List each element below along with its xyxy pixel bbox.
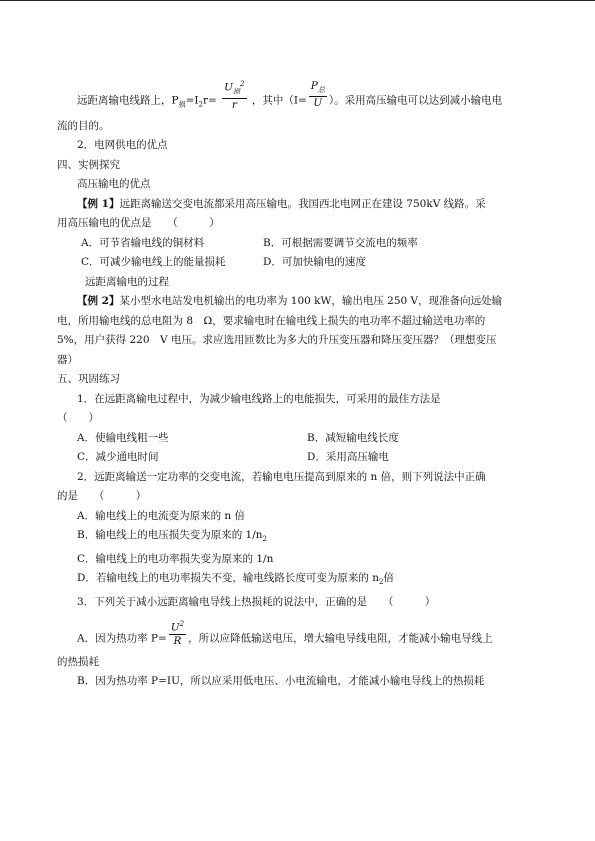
subscript: 损	[178, 100, 186, 109]
option-b	[57, 526, 543, 550]
text: ，其中（I=	[251, 94, 307, 107]
text: =I	[185, 94, 199, 107]
example-tag: 【例 1】	[77, 197, 120, 210]
text: ，所以应降低输送电压，增大输电导线电阻，才能减小输电导线上	[188, 632, 493, 645]
option-row	[57, 253, 543, 273]
example-2-line	[57, 292, 543, 312]
question-1: 1．在远距离输电过程中，为减少输电线路上的电能损失，可采用的最佳方法是	[77, 392, 441, 405]
option-row	[57, 448, 543, 468]
subscript: 损	[233, 87, 241, 96]
text: D．若输电线上的电功率损失不变，输电线路长度可变为原来的 n	[77, 572, 380, 585]
text: U	[224, 81, 234, 94]
paragraph-line: 的是 （ ）	[57, 490, 147, 503]
section-item: 2．电网供电的优点	[77, 139, 168, 152]
option-c: C．输电线上的电功率损失变为原来的 1/n	[77, 552, 274, 565]
superscript: 2	[179, 620, 185, 629]
option-b: B．因为热功率 P=IU，所以应采用低电压、小电流输电，才能减小输电导线上的热损耗	[77, 675, 485, 688]
text: 某小型水电站发电机输出的电功率为 100 kW，输出电压 250 V，现准备向远处输	[119, 295, 503, 308]
option-row	[57, 429, 543, 449]
example-1-line	[57, 195, 543, 215]
option-c: C．减少通电时间	[77, 451, 159, 464]
paragraph-line: 流的目的。	[57, 119, 110, 132]
option-c: C．可减少输电线上的能量损耗	[81, 256, 226, 269]
text: A．因为热功率 P=	[77, 632, 167, 645]
fraction-u-squared-over-r	[169, 618, 186, 647]
section-heading: 四、实例探究	[57, 158, 120, 171]
option-b: B．减短输电线长度	[307, 431, 399, 444]
option-a	[57, 620, 543, 653]
superscript: 2	[240, 80, 245, 88]
subscript: 2	[262, 535, 268, 544]
subsection-heading: 高压输电的优点	[77, 178, 151, 191]
page-top-rule	[0, 0, 595, 1]
subscript: 总	[317, 85, 325, 94]
option-d: D．采用高压输电	[307, 451, 389, 464]
text: r=	[203, 94, 217, 107]
option-a: A．使输电线粗一些	[77, 431, 169, 444]
document-page	[57, 78, 543, 692]
option-a: A．输电线上的电流变为原来的 n 倍	[77, 509, 246, 522]
question-3: 3．下列关于减小远距离输电导线上热损耗的说法中，正确的是 （ ）	[77, 595, 436, 608]
text: 倍	[383, 572, 394, 585]
section-heading: 五、巩固练习	[57, 373, 120, 386]
paragraph-line: 器）	[57, 353, 78, 366]
paragraph-line: 用高压输电的优点是 （ ）	[57, 217, 220, 230]
option-b: B．可根据需要调节交流电的频率	[263, 236, 418, 249]
paragraph-line: （ ）	[57, 412, 99, 425]
fraction-p-total-over-u	[309, 80, 327, 109]
option-row	[57, 234, 543, 254]
paragraph-line: 的热损耗	[57, 655, 99, 668]
example-tag: 【例 2】	[77, 295, 120, 308]
subsection-heading: 远距离输电的过程	[85, 275, 169, 288]
formula-line	[57, 79, 543, 117]
paragraph-line: 5%，用户获得 220 V 电压。求应选用匝数比为多大的升压变压器和降压变压器？（理想变压	[57, 334, 497, 347]
fraction-u-loss-squared-over-r	[222, 78, 246, 111]
question-2: 2．远距离输送一定功率的交变电流，若输电电压提高到原来的 n 倍，则下列说法中正确	[77, 470, 486, 483]
text: P	[310, 79, 318, 92]
text: r	[231, 98, 237, 111]
text: U	[313, 96, 323, 109]
option-d: D．可加快输电的速度	[263, 256, 366, 269]
subscript: 2	[379, 578, 384, 587]
text: ）。采用高压输电可以达到减小输电电	[328, 94, 503, 107]
text: 远距离输送交变电流都采用高压输电。我国西北电网正在建设 750kV 线路。采	[119, 197, 486, 210]
text: R	[173, 634, 182, 647]
text: 远距离输电线路上，P	[77, 94, 179, 107]
text: U	[170, 621, 180, 634]
option-d	[57, 569, 543, 593]
text: B．输电线上的电压损失变为原来的 1/n	[77, 529, 263, 542]
paragraph-line: 电，所用输电线的总电阻为 8 Ω，要求输电时在输电线上损失的电功率不超过输送电功率的	[57, 314, 486, 327]
option-a: A．可节省输电线的铜材料	[81, 236, 205, 249]
subscript: 2	[198, 100, 203, 109]
